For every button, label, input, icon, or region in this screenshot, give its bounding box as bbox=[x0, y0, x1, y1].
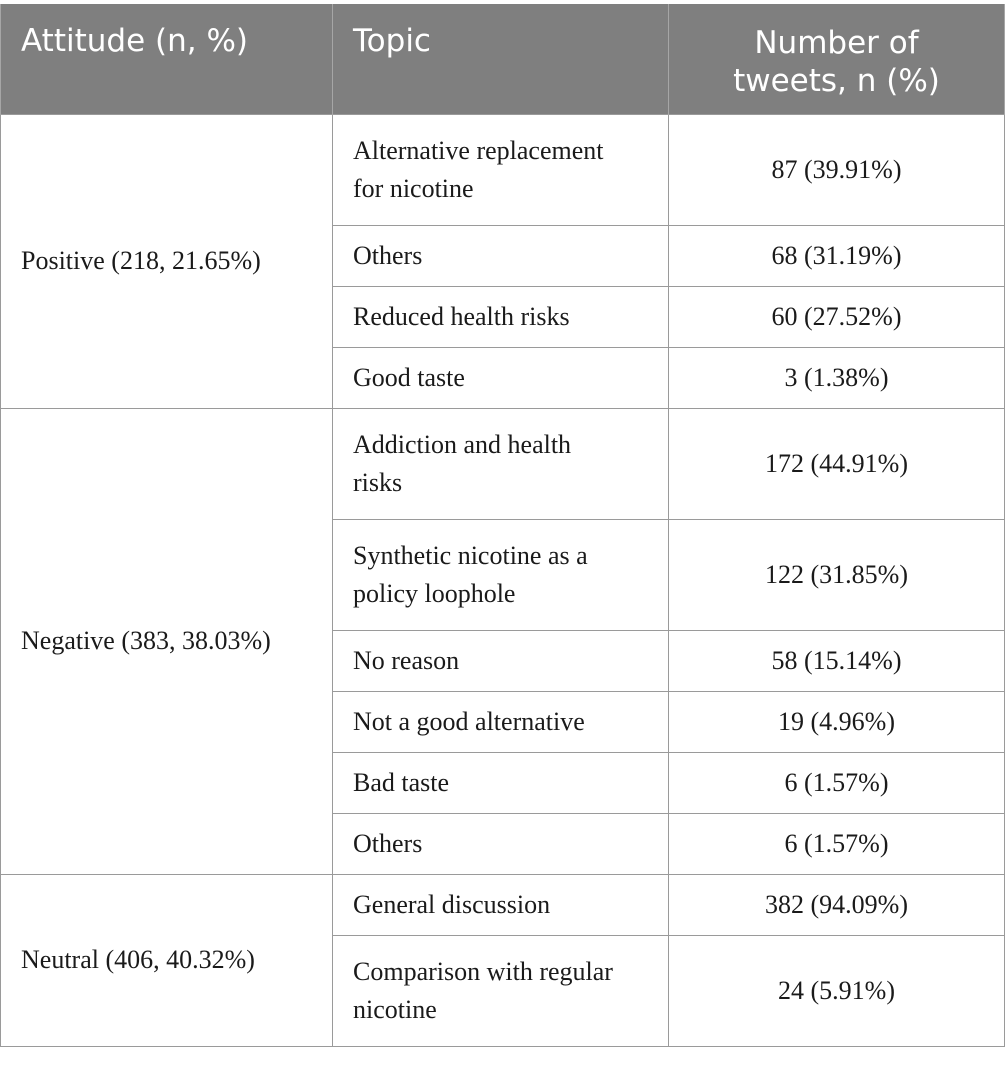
topic-cell bbox=[333, 408, 669, 519]
topic-line: nicotine bbox=[353, 994, 437, 1024]
topic-cell: Good taste bbox=[333, 347, 669, 408]
topic-cell bbox=[333, 935, 669, 1046]
topic-line: policy loophole bbox=[353, 578, 516, 608]
count-cell: 6 (1.57%) bbox=[669, 813, 1005, 874]
topic-line: Alternative replacement bbox=[353, 135, 604, 165]
topic-cell bbox=[333, 114, 669, 225]
header-topic: Topic bbox=[333, 4, 669, 114]
header-row bbox=[1, 4, 1005, 114]
topic-line: Addiction and health bbox=[353, 429, 572, 459]
attitude-cell-neutral: Neutral (406, 40.32%) bbox=[1, 874, 333, 1046]
topic-cell: Reduced health risks bbox=[333, 286, 669, 347]
attitude-cell-negative: Negative (383, 38.03%) bbox=[1, 408, 333, 874]
count-cell: 122 (31.85%) bbox=[669, 519, 1005, 630]
topic-cell: Others bbox=[333, 225, 669, 286]
table-row bbox=[1, 114, 1005, 225]
topic-line: for nicotine bbox=[353, 173, 474, 203]
table-header bbox=[1, 4, 1005, 114]
count-cell: 6 (1.57%) bbox=[669, 752, 1005, 813]
header-attitude: Attitude (n, %) bbox=[1, 4, 333, 114]
attitude-cell-positive: Positive (218, 21.65%) bbox=[1, 114, 333, 408]
count-cell: 68 (31.19%) bbox=[669, 225, 1005, 286]
attitude-topic-table bbox=[0, 4, 1005, 1047]
header-number-of-tweets bbox=[669, 4, 1005, 114]
topic-cell: General discussion bbox=[333, 874, 669, 935]
header-count-line2: tweets, n (%) bbox=[733, 63, 940, 99]
topic-cell: Bad taste bbox=[333, 752, 669, 813]
count-cell: 382 (94.09%) bbox=[669, 874, 1005, 935]
table-row bbox=[1, 408, 1005, 519]
count-cell: 172 (44.91%) bbox=[669, 408, 1005, 519]
topic-line: Synthetic nicotine as a bbox=[353, 540, 588, 570]
topic-cell: Others bbox=[333, 813, 669, 874]
topic-cell: Not a good alternative bbox=[333, 691, 669, 752]
table-row bbox=[1, 874, 1005, 935]
count-cell: 60 (27.52%) bbox=[669, 286, 1005, 347]
header-count-line1: Number of bbox=[754, 25, 919, 61]
count-cell: 24 (5.91%) bbox=[669, 935, 1005, 1046]
topic-line: Comparison with regular bbox=[353, 956, 613, 986]
count-cell: 3 (1.38%) bbox=[669, 347, 1005, 408]
count-cell: 19 (4.96%) bbox=[669, 691, 1005, 752]
topic-line: risks bbox=[353, 467, 403, 497]
topic-cell bbox=[333, 519, 669, 630]
table-body bbox=[1, 114, 1005, 1046]
topic-cell: No reason bbox=[333, 630, 669, 691]
count-cell: 58 (15.14%) bbox=[669, 630, 1005, 691]
count-cell: 87 (39.91%) bbox=[669, 114, 1005, 225]
